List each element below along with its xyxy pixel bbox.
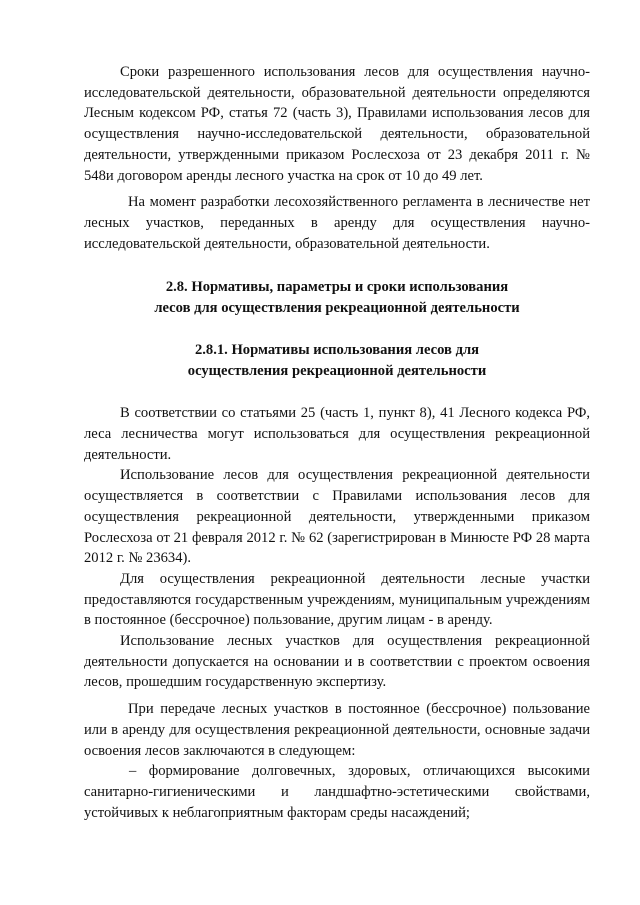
paragraph-main-tasks: При передаче лесных участков в постоянное (бессрочное) пользование или в аренду для осуществления рекреационной деятельности, основные задачи освоения лесов заключаются в следующем: [84,701,590,759]
paragraph-development-project: Использование лесных участков для осуществления рекреационной деятельности допускается на основании и в соответствии с проектом освоения лесов, прошедшим государственную экспертизу. [84,633,590,691]
document-body [84,62,590,823]
subsection-heading-line-1: 2.8.1. Нормативы использования лесов для [194,342,480,359]
list-item-task-1: – формирование долговечных, здоровых, отличающихся высокими санитарно-гигиеническими и ландшафтно-эстетическими свойствами, устойчивых к неблагоприятным факторам среды насаждений; [84,763,590,821]
section-heading [84,277,590,319]
section-heading-line-2: лесов для осуществления рекреационной деятельности [154,300,520,317]
subsection-heading-line-2: осуществления рекреационной деятельности [187,363,487,380]
subsection-heading [84,340,590,382]
paragraph-recreation-rules: Использование лесов для осуществления рекреационной деятельности осуществляется в соответствии с Правилами использования лесов для осуществления рекреационной деятельности, утвержденными приказом Рослесхоза от 21 февраля 2012 г. № 62 (зарегистрирован в Минюсте РФ 28 марта 2012 г. № 23634). [84,467,590,567]
section-heading-line-1: 2.8. Нормативы, параметры и сроки использования [165,279,509,296]
paragraph-research-terms: Сроки разрешенного использования лесов для осуществления научно-исследовательской деятельности, образовательной деятельности определяются Лесным кодексом РФ, статья 72 (часть 3), Правилами использования лесов для осуществления научно-исследовательской деятельности, образовательной деятельности, утвержденными приказом Рослесхоза от 23 декабря 2011 г. № 548и договором аренды лесного участка на срок от 10 до 49 лет. [84,64,590,184]
paragraph-forest-code-articles: В соответствии со статьями 25 (часть 1, пункт 8), 41 Лесного кодекса РФ, леса лесничества могут использоваться для осуществления рекреационной деятельности. [84,405,590,463]
paragraph-no-leased-plots: На момент разработки лесохозяйственного регламента в лесничестве нет лесных участков, переданных в аренду для осуществления научно-исследовательской деятельности, образовательной деятельности. [84,194,590,252]
paragraph-plot-provision: Для осуществления рекреационной деятельности лесные участки предоставляются государственным учреждениям, муниципальным учреждениям в постоянное (бессрочное) пользование, другим лицам - в аренду. [84,570,590,629]
